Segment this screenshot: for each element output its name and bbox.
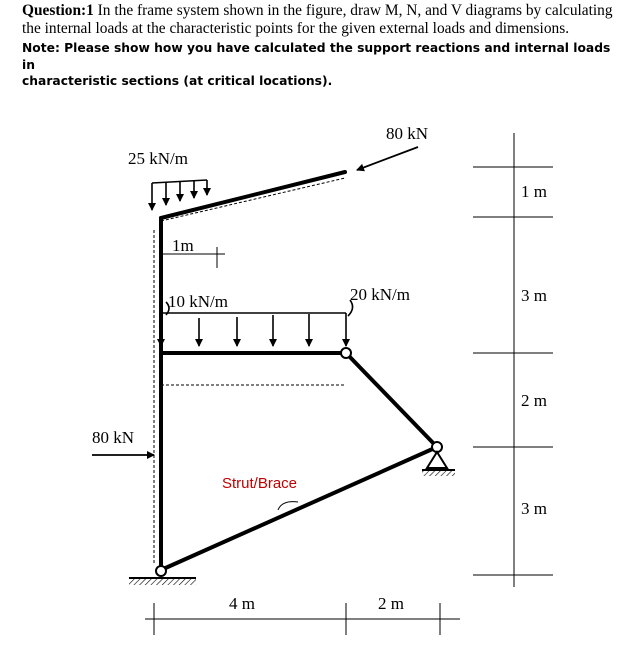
right-dimension bbox=[473, 133, 553, 587]
label-dim-4m: 4 m bbox=[229, 594, 255, 613]
distributed-load-top bbox=[152, 180, 207, 210]
note-prefix: Note: bbox=[22, 41, 60, 55]
top-inclined-beam bbox=[161, 172, 345, 218]
label-dim-3m-right: 3 m bbox=[521, 286, 547, 305]
label-20kn-m: 20 kN/m bbox=[350, 285, 410, 304]
label-80kn-top: 80 kN bbox=[386, 124, 429, 143]
label-1m-offset: 1m bbox=[172, 236, 194, 255]
inclined-member bbox=[346, 353, 437, 447]
label-dim-3m-right-bottom: 3 m bbox=[521, 499, 547, 518]
pin-support-right bbox=[422, 452, 455, 476]
point-load-top-arrow bbox=[357, 147, 418, 170]
note-text-line-1: Please show how you have calculated the support reactions and internal loads in bbox=[22, 41, 611, 72]
question-text-line-1: In the frame system shown in the figure, draw M, N, and V diagrams by calculating bbox=[93, 2, 613, 19]
label-80kn-side: 80 kN bbox=[92, 428, 135, 447]
frame-members bbox=[161, 172, 437, 570]
label-10kn-m: 10 kN/m bbox=[168, 292, 228, 311]
question-prefix: Question:1 bbox=[22, 2, 94, 19]
note-text-line-2: characteristic sections (at critical locations). bbox=[22, 74, 333, 88]
label-dim-2m-right: 2 m bbox=[521, 391, 547, 410]
fixed-support-bottom bbox=[129, 578, 196, 585]
label-dim-1m-right: 1 m bbox=[521, 182, 547, 201]
label-strut-brace: Strut/Brace bbox=[222, 475, 298, 492]
question-text-line-2: the internal loads at the characteristic points for the given external loads and dimensions. bbox=[22, 20, 570, 37]
label-dim-2m: 2 m bbox=[378, 594, 404, 613]
strut-brace bbox=[161, 447, 437, 570]
bottom-dimension bbox=[145, 603, 460, 635]
label-25kn-m: 25 kN/m bbox=[128, 149, 188, 168]
hinge-middle bbox=[341, 348, 351, 358]
hinge-bottom bbox=[156, 566, 166, 576]
